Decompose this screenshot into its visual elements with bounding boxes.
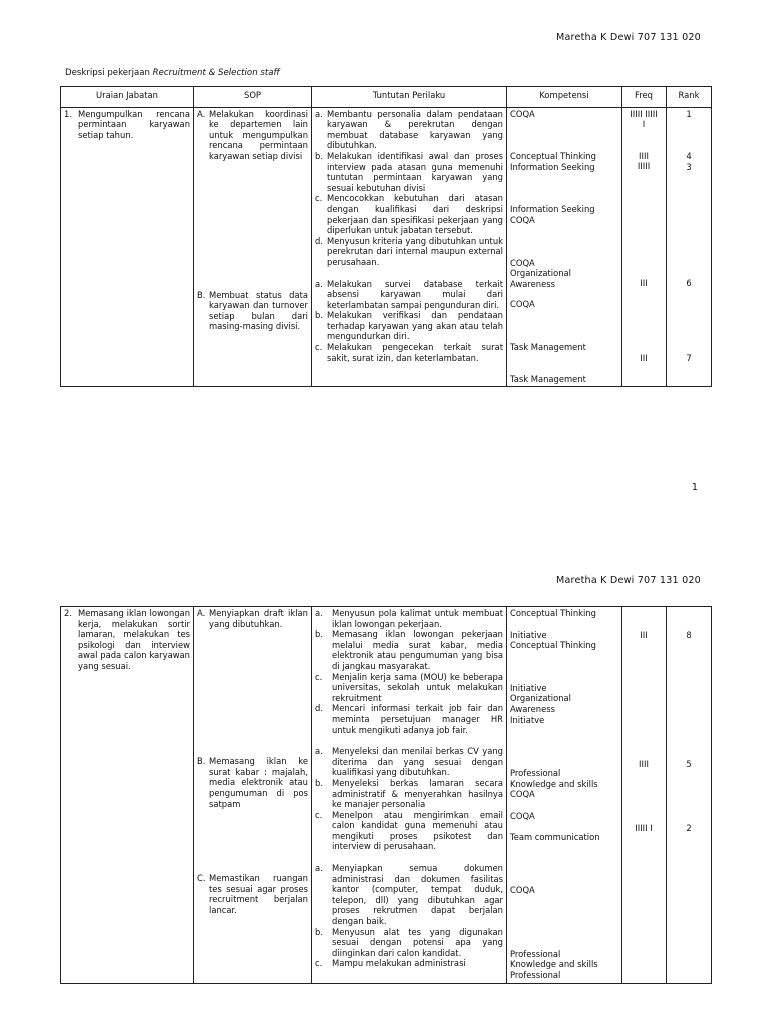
freq-cell [622, 107, 667, 387]
freq-tally: IIII [639, 150, 649, 161]
sop-cell [194, 607, 312, 984]
author-header: Maretha K Dewi 707 131 020 [556, 32, 701, 43]
behavior-item: d. Menyusun kriteria yang dibutuhkan untuk perekrutan dari internal maupun external perusahaan. [315, 235, 503, 267]
behavior-item: c. Mencocokkan kebutuhan dari atasan dengan kualifikasi dari deskripsi pekerjaan dan spesifikasi pekerjaan yang diperlukan untuk jabatan tersebut. [315, 193, 503, 236]
rank-cell [667, 607, 712, 984]
header-uraian-jabatan: Uraian Jabatan [61, 87, 194, 108]
behavior-item: c. Melakukan pengecekan terkait surat sakit, surat izin, dan keterlambatan. [315, 342, 503, 363]
competency-label: COQA [510, 885, 535, 896]
sop-marker: B. [197, 289, 206, 300]
competency-label: Professional [510, 948, 561, 959]
author-header: Maretha K Dewi 707 131 020 [556, 575, 701, 586]
kompetensi-cell [507, 607, 622, 984]
freq-tally: IIIII I [635, 823, 653, 834]
sop-text: Memastikan ruangan tes sesuai agar proses recruitment berjalan lancar. [209, 873, 308, 915]
competency-label: COQA [510, 810, 535, 821]
behavior-item: b. Melakukan identifikasi awal dan proses interview pada atasan guna memenuhi tuntutan permintaan karyawan yang sesuai kebutuhan divisi [315, 150, 503, 193]
behavior-item: b. Menyeleksi berkas lamaran secara administratif & menyerahkan hasilnya ke manajer personalia [315, 777, 503, 810]
freq-tally: IIIII IIIII [630, 108, 658, 119]
page-number: 1 [691, 482, 698, 493]
sop-marker: A. [197, 108, 206, 119]
behavior-item: c. Mampu melakukan administrasi [315, 958, 466, 969]
table-header-row [61, 87, 712, 108]
behavior-item: b. Melakukan verifikasi dan pendataan terhadap karyawan yang akan atau telah mengundurkan diri. [315, 310, 503, 342]
competency-label: Awareness [510, 278, 555, 289]
behavior-item: a. Membantu personalia dalam pendataan karyawan & perekrutan dengan membuat database karyawan yang dibutuhkan. [315, 108, 503, 151]
behavior-item: b. Menyusun alat tes yang digunakan sesuai dengan potensi apa yang diinginkan dari calon kandidat. [315, 926, 503, 958]
rank-value: 2 [686, 823, 692, 834]
competency-label: Awareness [510, 703, 555, 714]
freq-tally: III [640, 352, 648, 363]
competency-label: COQA [510, 299, 535, 310]
behavior-item: a. Menyeleksi dan menilai berkas CV yang diterima dan yang sesuai dengan kualifikasi yang dibutuhkan. [315, 746, 503, 778]
competency-label: Conceptual Thinking [510, 151, 596, 162]
uraian-cell [61, 107, 194, 387]
competency-label: Conceptual Thinking [510, 640, 596, 651]
competency-label: COQA [510, 257, 535, 268]
header-freq: Freq [622, 87, 667, 108]
table-row [61, 107, 712, 387]
behavior-item: d. Mencari informasi terkait job fair dan meminta persetujuan manager HR untuk mengikuti adanya job fair. [315, 703, 503, 735]
behavior-item: a. Menyusun pola kalimat untuk membuat iklan lowongan pekerjaan. [315, 608, 503, 629]
behavior-item: a. Melakukan survei database terkait absensi karyawan mulai dari keterlambatan sampai pengunduran diri. [315, 278, 503, 310]
freq-tally: III [640, 630, 648, 640]
freq-tally: IIII [639, 758, 649, 769]
sop-text: Menyiapkan draft iklan yang dibutuhkan. [209, 608, 308, 629]
competency-label: Initiatve [510, 714, 545, 725]
uraian-number: 2. [64, 608, 72, 618]
rank-value: 1 [686, 108, 692, 119]
table-row [61, 607, 712, 984]
rank-value: 6 [686, 278, 692, 289]
job-description-table-page1 [60, 86, 712, 387]
competency-label: COQA [510, 108, 535, 119]
header-tuntutan-perilaku: Tuntutan Perilaku [312, 87, 507, 108]
competency-label: Information Seeking [510, 161, 595, 172]
competency-label: Knowledge and skills [510, 778, 598, 789]
competency-label: Professional [510, 768, 561, 779]
rank-value: 8 [686, 630, 692, 640]
competency-label: Initiative [510, 682, 547, 693]
freq-tally: IIIII [637, 161, 651, 172]
competency-label: Knowledge and skills [510, 959, 598, 970]
competency-label: Initiative [510, 629, 547, 640]
competency-label: Task Management [510, 373, 586, 384]
freq-tally: I [642, 119, 646, 130]
sop-text: Melakukan koordinasi ke departemen lain untuk mengumpulkan rencana permintaan karyawan setiap divisi [209, 108, 308, 161]
competency-label: Organizational [510, 268, 572, 279]
kompetensi-cell [507, 107, 622, 387]
rank-value: 7 [686, 352, 692, 363]
competency-label: Professional [510, 969, 561, 980]
sop-marker: B. [197, 756, 206, 767]
uraian-number: 1. [64, 108, 72, 119]
uraian-text: Mengumpulkan rencana permintaan karyawan setiap tahun. [78, 108, 190, 140]
sop-text: Memasang iklan ke surat kabar : majalah, media elektronik atau pengumuman di pos satpam [209, 756, 308, 809]
rank-value: 3 [686, 161, 692, 172]
competency-label: Organizational [510, 693, 572, 704]
competency-label: Conceptual Thinking [510, 608, 596, 618]
freq-cell [622, 607, 667, 984]
rank-cell [667, 107, 712, 387]
competency-label: Task Management [510, 341, 586, 352]
behavior-item: a. Menyiapkan semua dokumen administrasi dan dokumen fasilitas kantor (computer, tempat duduk, telepon, dll) yang dibutuhkan agar proses rekrutmen dapat berjalan dengan baik. [315, 863, 503, 927]
tuntutan-cell [312, 607, 507, 984]
uraian-cell [61, 607, 194, 984]
job-description-table-page2 [60, 606, 712, 984]
competency-label: COQA [510, 214, 535, 225]
sop-marker: A. [197, 608, 206, 618]
tuntutan-cell [312, 107, 507, 387]
document-title: Deskripsi pekerjaan Recruitment & Selection staff [65, 68, 280, 78]
header-kompetensi: Kompetensi [507, 87, 622, 108]
behavior-item: c. Menelpon atau mengirimkan email calon kandidat guna memenuhi atau mengikuti proses psikotest dan interview di perusahaan. [315, 809, 503, 852]
competency-label: COQA [510, 789, 535, 800]
competency-label: Team communication [510, 831, 600, 842]
competency-label: Information Seeking [510, 204, 595, 215]
freq-tally: III [640, 277, 648, 288]
rank-value: 4 [686, 151, 692, 162]
rank-value: 5 [686, 758, 692, 769]
sop-marker: C. [197, 873, 206, 884]
behavior-item: b. Memasang iklan lowongan pekerjaan melalui media surat kabar, media elektronik atau pengumuman yang bisa di jangkau masyarakat. [315, 629, 503, 671]
header-sop: SOP [194, 87, 312, 108]
behavior-item: c. Menjalin kerja sama (MOU) ke beberapa universitas, sekolah untuk melakukan rekruitment [315, 671, 503, 703]
uraian-text: Memasang iklan lowongan kerja, melakukan sortir lamaran, melakukan tes psikologi dan interview awal pada calon karyawan yang sesuai. [78, 608, 190, 671]
header-rank: Rank [667, 87, 712, 108]
sop-cell [194, 107, 312, 387]
sop-text: Membuat status data karyawan dan turnover setiap bulan dari masing-masing divisi. [209, 289, 308, 332]
